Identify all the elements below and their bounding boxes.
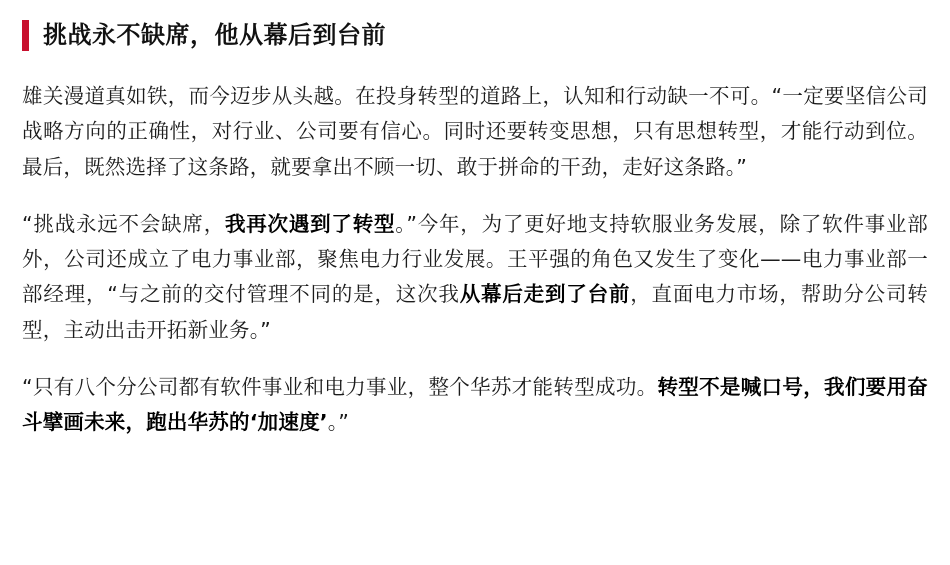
paragraph-1: 雄关漫道真如铁，而今迈步从头越。在投身转型的道路上，认知和行动缺一不可。“一定要坚信公司战略方向的正确性，对行业、公司要有信心。同时还要转变思想，只有思想转型，才能行动到位。最后，既然选择了这条路，就要拿出不顾一切、敢于拼命的干劲，走好这条路。”: [22, 84, 928, 179]
paragraph-2: “挑战永远不会缺席，我再次遇到了转型。”今年，为了更好地支持软服业务发展，除了软件事业部外，公司还成立了电力事业部，聚焦电力行业发展。王平强的角色又发生了变化——电力事业部一部经理，“与之前的交付管理不同的是，这次我从幕后走到了台前，直面电力市场，帮助分公司转型，主动出击开拓新业务。”: [22, 211, 928, 342]
article-body: [22, 79, 928, 440]
paragraph-3: “只有八个分公司都有软件事业和电力事业，整个华苏才能转型成功。转型不是喊口号，我们要用奋斗擘画未来，跑出华苏的‘加速度’。”: [22, 374, 928, 435]
article-heading: [22, 20, 928, 51]
heading-accent-bar: [22, 20, 29, 51]
page-title: 挑战永不缺席，他从幕后到台前: [43, 21, 386, 49]
